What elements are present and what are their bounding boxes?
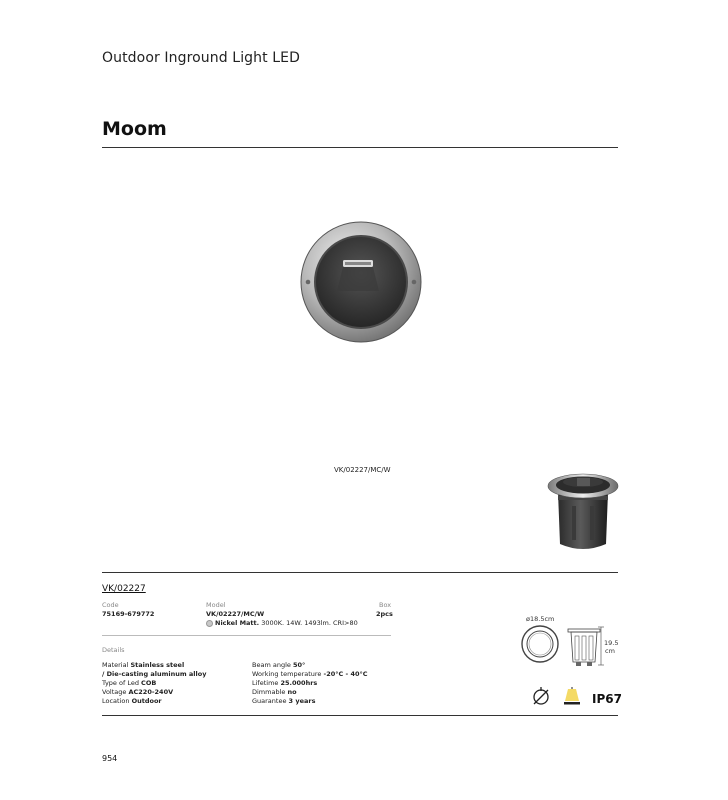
product-category: Outdoor Inground Light LED [102, 50, 301, 66]
box-label: Box [379, 601, 392, 609]
product-name: Moom [102, 118, 167, 140]
height-unit: cm [605, 647, 615, 655]
height-value: 19.5 [604, 639, 619, 647]
detail-material: Material Stainless steel [102, 661, 185, 669]
diameter-label: ø18.5cm [526, 615, 555, 623]
details-heading: Details [102, 646, 125, 654]
detail-location: Location Outdoor [102, 697, 162, 705]
page-number: 954 [102, 754, 118, 763]
finish-line [206, 619, 358, 628]
product-code-title: VK/02227 [102, 584, 146, 594]
code-value: 75169-679772 [102, 610, 155, 618]
detail-beam-angle: Beam angle 50° [252, 661, 306, 669]
detail-material-2: / Die-casting aluminum alloy [102, 670, 207, 678]
ip-rating: IP67 [592, 692, 622, 706]
detail-led-type: Type of Led COB [102, 679, 157, 687]
product-side-view-image [546, 466, 620, 556]
detail-lifetime: Lifetime 25.000hrs [252, 679, 318, 687]
model-label: Model [206, 601, 226, 609]
light-beam-icon [562, 686, 582, 706]
detail-dimmable: Dimmable no [252, 688, 297, 696]
product-top-view-image [300, 221, 422, 343]
detail-voltage: Voltage AC220-240V [102, 688, 174, 696]
spec-top-divider [102, 572, 618, 573]
finish-name: Nickel Matt. [215, 619, 260, 627]
product-image-caption: VK/02227/MC/W [334, 466, 391, 474]
finish-swatch-icon [206, 620, 213, 627]
header-divider [102, 147, 618, 148]
code-label: Code [102, 601, 119, 609]
detail-working-temp: Working temperature -20°C - 40°C [252, 670, 368, 678]
box-value: 2pcs [376, 610, 393, 618]
spec-divider [102, 635, 391, 636]
spec-bottom-divider [102, 715, 618, 716]
finish-specs: 3000K. 14W. 1493lm. CRI>80 [261, 619, 358, 627]
side-dimension-drawing [566, 626, 602, 668]
detail-guarantee: Guarantee 3 years [252, 697, 316, 705]
top-dimension-drawing [520, 624, 560, 664]
model-value: VK/02227/MC/W [206, 610, 265, 618]
no-dimming-icon [531, 686, 551, 706]
